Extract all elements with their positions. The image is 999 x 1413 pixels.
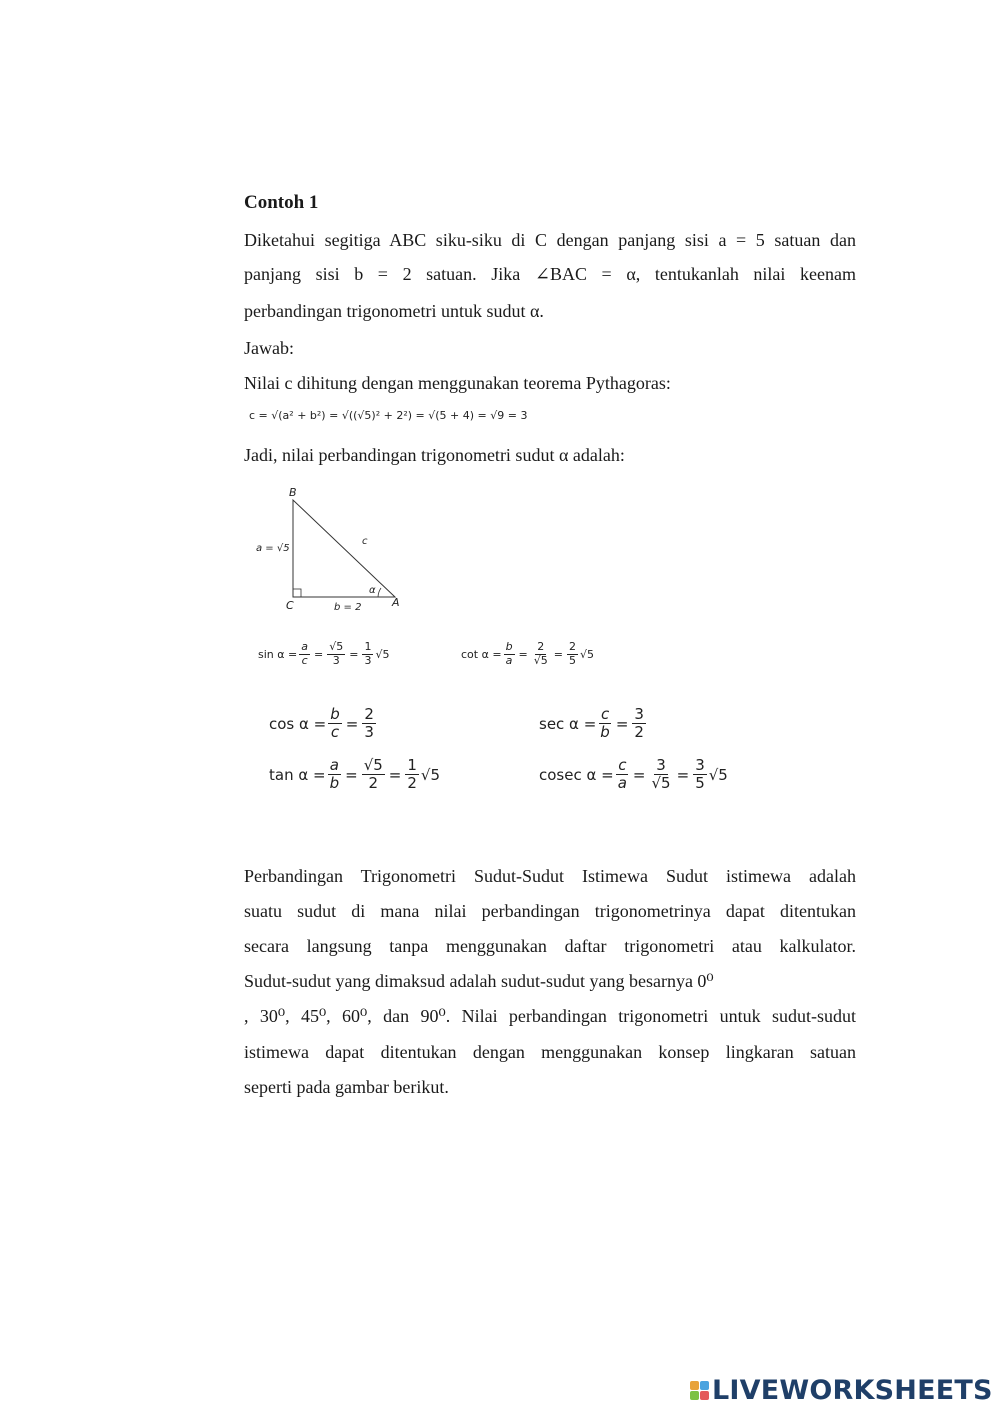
triangle-shape	[293, 500, 395, 597]
tan-ratio: tan α = $\frac{a}{b}$ = $\frac{√5}{2}$ = $\frac{1}{2}$ √5	[269, 756, 441, 793]
cosec-ratio: cosec α = $\frac{c}{a}$ = $\frac{3}{√5}$ = $\frac{3}{5}$ √5	[539, 756, 728, 793]
right-angle-marker	[293, 589, 301, 597]
liveworksheets-logo-icon	[690, 1381, 709, 1400]
vertex-b-label: B	[289, 486, 297, 499]
vertex-c-label: C	[286, 599, 294, 612]
side-b-label: b = 2	[334, 602, 362, 613]
pythagoras-formula: c = √(a² + b²) = √((√5)² + 2²) = √(5 + 4) = √9 = 3	[249, 409, 528, 422]
special-angles-line-2: suatu sudut di mana nilai perbandingan trigonometrinya dapat ditentukan	[244, 901, 856, 921]
side-a-label: a = √5	[256, 543, 290, 554]
problem-line-1: Diketahui segitiga ABC siku-siku di C dengan panjang sisi a = 5 satuan dan	[244, 230, 856, 250]
pythagoras-text: Nilai c dihitung dengan menggunakan teorema Pythagoras:	[244, 373, 671, 393]
special-angles-line-7: seperti pada gambar berikut.	[244, 1077, 449, 1097]
problem-line-3: perbandingan trigonometri untuk sudut α.	[244, 301, 544, 321]
answer-label: Jawab:	[244, 338, 294, 358]
example-title: Contoh 1	[244, 192, 319, 213]
special-angles-line-3: secara langsung tanpa menggunakan daftar trigonometri atau kalkulator.	[244, 936, 856, 956]
special-angles-line-6: istimewa dapat ditentukan dengan menggunakan konsep lingkaran satuan	[244, 1042, 856, 1062]
side-c-label: c	[362, 536, 368, 547]
problem-line-2: panjang sisi b = 2 satuan. Jika ∠BAC = α, tentukanlah nilai keenam	[244, 264, 856, 284]
vertex-a-label: A	[392, 596, 400, 609]
cot-ratio: cot α = $\frac{b}{a}$ = $\frac{2}{√5}$ = $\frac{2}{5}$ √5	[461, 640, 595, 667]
special-angles-line-1: Perbandingan Trigonometri Sudut-Sudut Istimewa Sudut istimewa adalah	[244, 866, 856, 886]
right-triangle-figure	[250, 482, 420, 617]
cos-ratio: cos α = $\frac{b}{c}$ = $\frac{2}{3}$	[269, 705, 374, 742]
special-angles-line-4: Sudut-sudut yang dimaksud adalah sudut-sudut yang besarnya 0⁰	[244, 971, 714, 991]
sec-ratio: sec α = $\frac{c}{b}$ = $\frac{3}{2}$	[539, 705, 644, 742]
angle-alpha-label: α	[369, 585, 376, 596]
angle-arc	[378, 588, 381, 597]
conclusion-text: Jadi, nilai perbandingan trigonometri sudut α adalah:	[244, 445, 625, 465]
special-angles-line-5: , 30⁰, 45⁰, 60⁰, dan 90⁰. Nilai perbandingan trigonometri untuk sudut-sudut	[244, 1006, 856, 1026]
liveworksheets-logo-text: LIVEWORKSHEETS	[712, 1374, 993, 1406]
liveworksheets-logo	[690, 1372, 993, 1408]
sin-ratio: sin α = $\frac{a}{c}$ = $\frac{√5}{3}$ = $\frac{1}{3}$ √5	[258, 640, 390, 667]
